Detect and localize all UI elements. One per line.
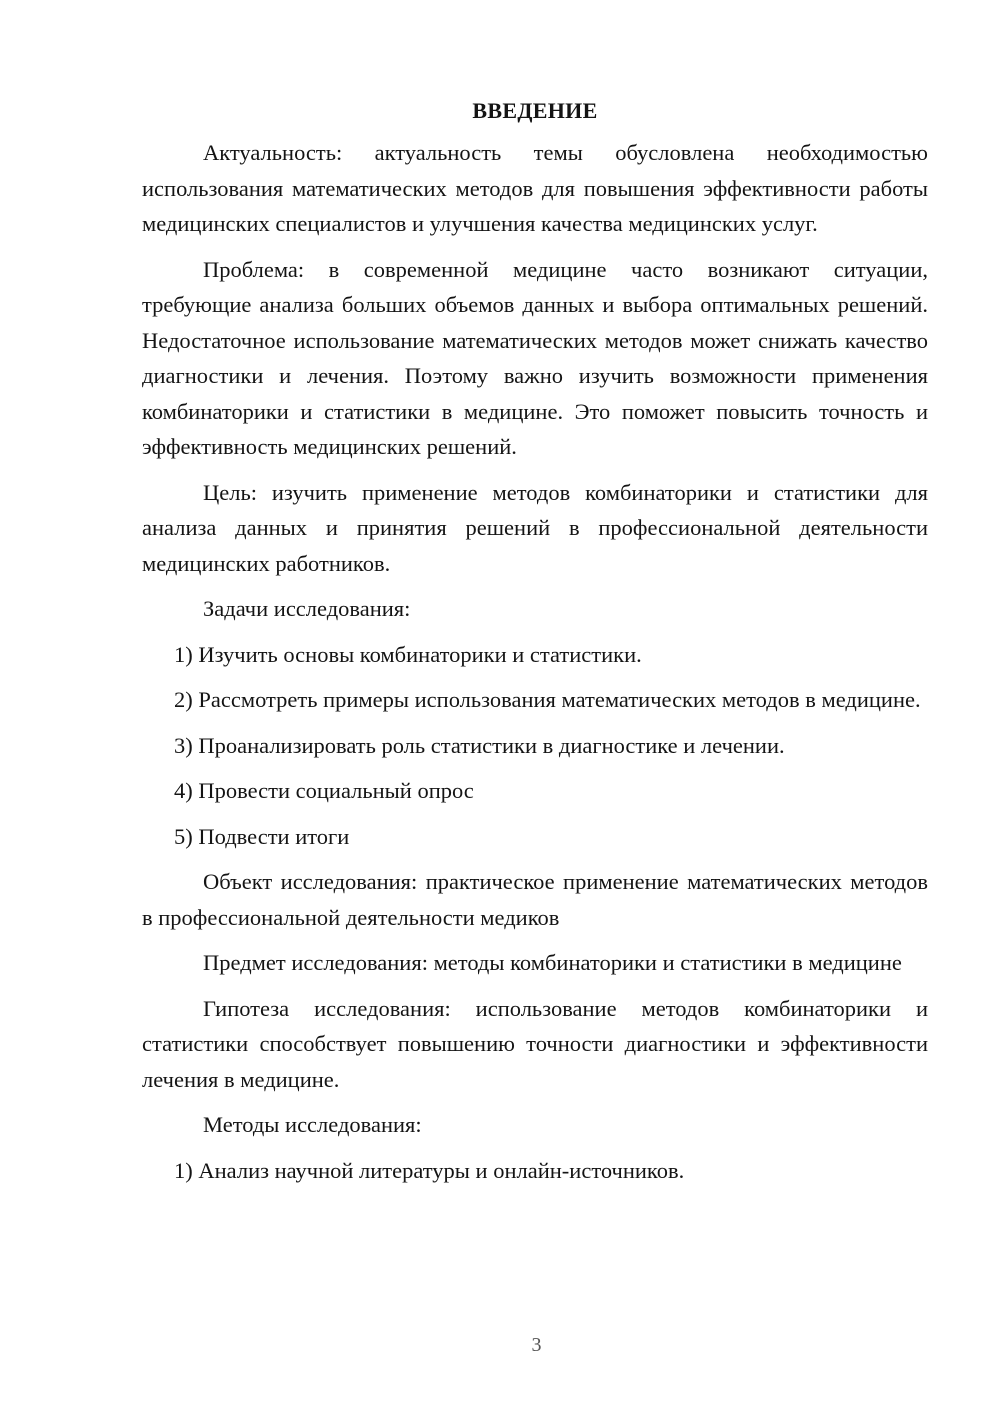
paragraph-methods-heading: Методы исследования: [203,1112,422,1137]
list-item-task-4: 4) Провести социальный опрос [174,778,474,803]
paragraph-subject: Предмет исследования: методы комбинаторики и статистики в медицине [203,950,902,975]
list-item-task-5: 5) Подвести итоги [174,823,350,849]
section-title: ВВЕДЕНИЕ [472,98,598,123]
page-number: 3 [531,1334,542,1356]
list-item-method-1: 1) Анализ научной литературы и онлайн-источников. [174,1157,685,1183]
list-item-task-3: 3) Проанализировать роль статистики в диагностике и лечении. [174,732,785,758]
paragraph-relevance: Актуальность: актуальность темы обусловлена необходимостью использования математических методов для повышения эффективности работы медицинских специалистов и улучшения качества медицинских услуг. [142,140,928,236]
paragraph-object: Объект исследования: практическое применение математических методов в профессиональной деятельности медиков [142,869,928,930]
paragraph-hypothesis: Гипотеза исследования: использование методов комбинаторики и статистики способствует повышению точности диагностики и эффективности лечения в медицине. [142,995,928,1092]
paragraph-problem: Проблема: в современной медицине часто возникают ситуации, требующие анализа больших объемов данных и выбора оптимальных решений. Недостаточное использование математических методов может снижать качество диагностики и лечения. Поэтому важно изучить возможности применения комбинаторики и статистики в медицине. Это поможет повысить точность и эффективность медицинских решений. [142,256,928,459]
paragraph-tasks-heading: Задачи исследования: [203,596,411,621]
paragraph-goal: Цель: изучить применение методов комбинаторики и статистики для анализа данных и принятия решений в профессиональной деятельности медицинских работников. [142,479,928,576]
list-item-task-1: 1) Изучить основы комбинаторики и статистики. [174,641,642,667]
list-item-task-2: 2) Рассмотреть примеры использования математических методов в медицине. [174,687,921,712]
document-page [142,95,928,1198]
